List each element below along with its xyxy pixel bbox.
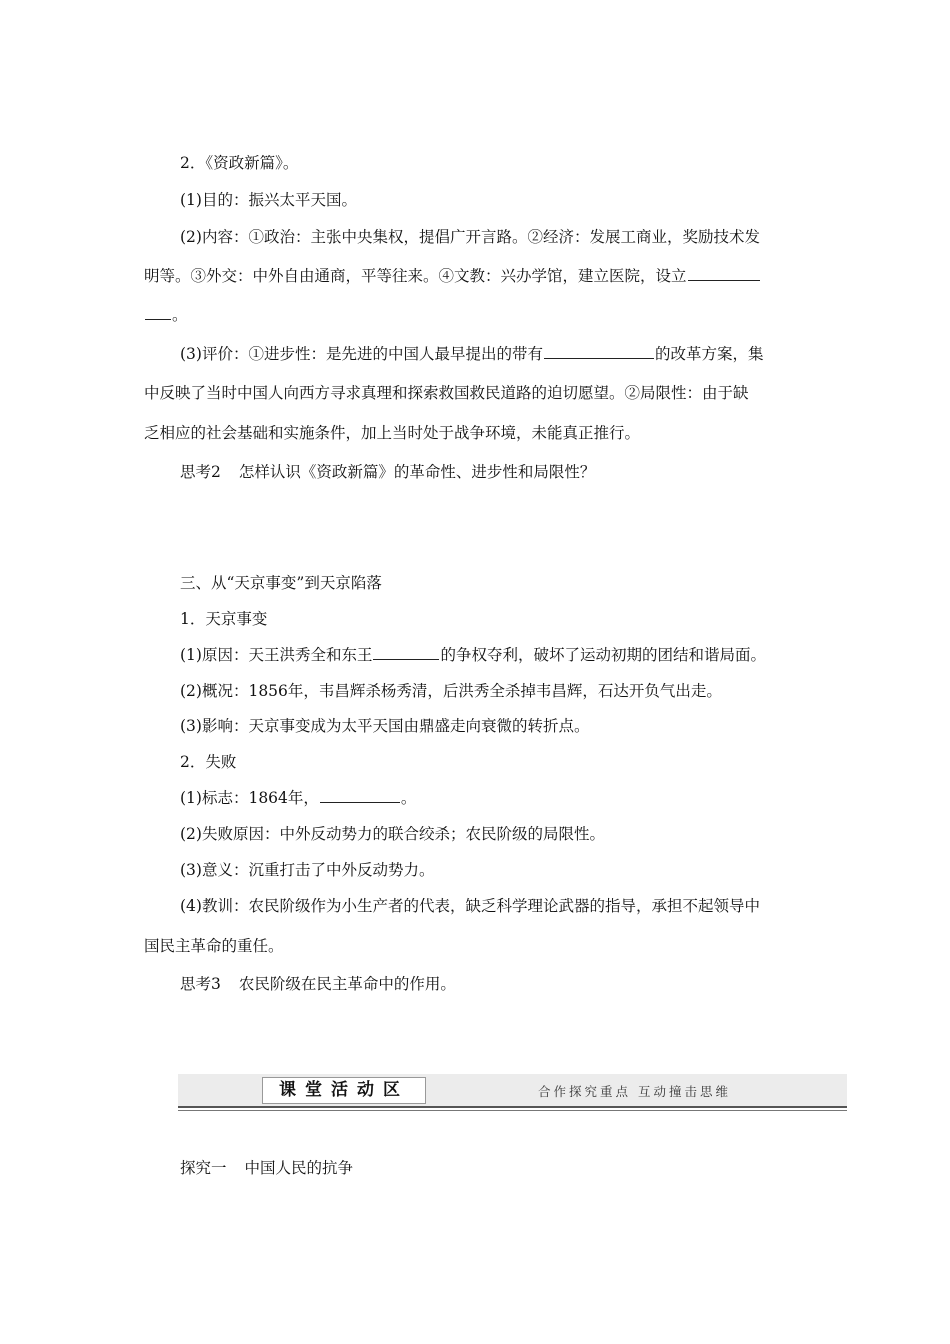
sign-line (180, 788, 416, 808)
think-question-3 (180, 974, 456, 994)
content-line-3 (144, 305, 188, 325)
subsection-title: 2．失败 (180, 753, 237, 771)
lesson-line-1: (4)教训：农民阶级作为小生产者的代表，缺乏科学理论武器的指导，承担不起领导中 (180, 897, 760, 915)
think-label: 思考3 (180, 975, 221, 993)
content-line-1: (2)内容：①政治：主张中央集权，提倡广开言路。②经济：发展工商业，奖励技术发 (180, 228, 760, 246)
lesson-line-2: 国民主革命的重任。 (144, 937, 284, 955)
evaluation-line-1-b: 的改革方案，集 (654, 345, 764, 363)
fill-blank[interactable] (373, 645, 439, 660)
cause-a: (1)原因：天王洪秀全和东王 (180, 646, 373, 664)
section-heading: 三、从“天京事变”到天京陷落 (180, 574, 382, 592)
inquiry-text: 中国人民的抗争 (244, 1159, 354, 1177)
think-question-2 (180, 462, 595, 482)
failure-reason-line: (2)失败原因：中外反动势力的联合绞杀；农民阶级的局限性。 (180, 825, 605, 843)
cause-b: 的争权夺利，破坏了运动初期的团结和谐局面。 (440, 646, 766, 664)
section-title: 2．《资政新篇》。 (180, 154, 299, 172)
banner-title: 课堂活动区 (262, 1077, 426, 1104)
evaluation-line-2: 中反映了当时中国人向西方寻求真理和探索救国救民道路的迫切愿望。②局限性：由于缺 (144, 384, 749, 402)
sign-a: (1)标志：1864年， (180, 789, 319, 807)
fill-blank[interactable] (145, 305, 171, 320)
significance-line: (3)意义：沉重打击了中外反动势力。 (180, 861, 435, 879)
impact-line: (3)影响：天京事变成为太平天国由鼎盛走向衰微的转折点。 (180, 717, 590, 735)
sign-b: 。 (400, 789, 417, 807)
fill-blank[interactable] (688, 266, 760, 281)
fill-blank[interactable] (320, 788, 400, 803)
evaluation-line-3: 乏相应的社会基础和实施条件，加上当时处于战争环境，未能真正推行。 (144, 424, 641, 442)
banner-divider (178, 1110, 847, 1111)
evaluation-line-1-a: (3)评价：①进步性：是先进的中国人最早提出的带有 (180, 345, 543, 363)
content-line-2 (144, 266, 761, 286)
think-text: 怎样认识《资政新篇》的革命性、进步性和局限性？ (238, 463, 596, 481)
content-line-2-text: 明等。③外交：中外自由通商，平等往来。④文教：兴办学馆，建立医院，设立 (144, 267, 687, 285)
think-label: 思考2 (180, 463, 221, 481)
fill-blank[interactable] (544, 344, 654, 359)
overview-line: (2)概况：1856年，韦昌辉杀杨秀清，后洪秀全杀掉韦昌辉，石达开负气出走。 (180, 682, 722, 700)
evaluation-line-1 (180, 344, 763, 364)
purpose-line: (1)目的：振兴太平天国。 (180, 191, 357, 209)
think-text: 农民阶级在民主革命中的作用。 (238, 975, 456, 993)
cause-line (180, 645, 766, 665)
inquiry-heading (180, 1158, 353, 1178)
subsection-title: 1．天京事变 (180, 610, 268, 628)
banner-subtitle: 合作探究重点 互动撞击思维 (538, 1084, 731, 1099)
content-line-3-end: 。 (172, 306, 188, 324)
banner-divider (178, 1106, 847, 1108)
inquiry-label: 探究一 (180, 1159, 227, 1177)
